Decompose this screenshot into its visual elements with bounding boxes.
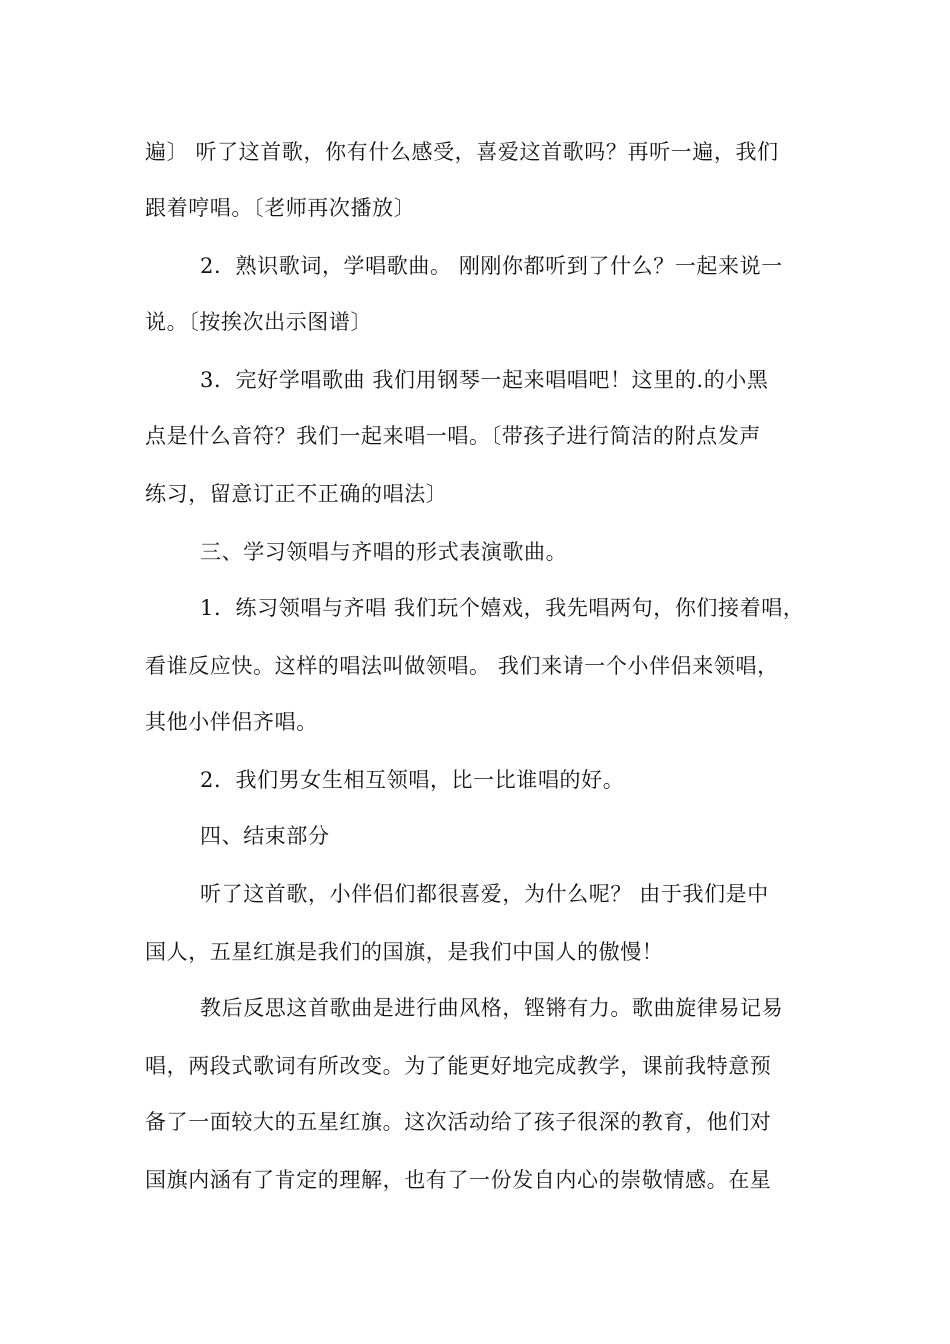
- text-line-16: 教后反思这首歌曲是进行曲风格，铿锵有力。歌曲旋律易记易: [200, 996, 784, 1020]
- text-line-15: 国人，五星红旗是我们的国旗，是我们中国人的傲慢！: [145, 940, 664, 964]
- text-line-14: 听了这首歌，小伴侣们都很喜爱，为什么呢？ 由于我们是中: [200, 882, 769, 906]
- text-line-12: 2．我们男女生相互领唱，比一比谁唱的好。: [200, 768, 625, 792]
- text-line-9: 1．练习领唱与齐唱 我们玩个嬉戏，我先唱两句，你们接着唱，: [200, 596, 805, 620]
- text-line-6: 点是什么音符？我们一起来唱一唱。〔带孩子进行简洁的附点发声: [145, 424, 761, 448]
- text-line-11: 其他小伴侣齐唱。: [145, 710, 318, 734]
- text-line-10: 看谁反应快。这样的唱法叫做领唱。 我们来请一个小伴侣来领唱，: [145, 654, 779, 678]
- text-line-2: 跟着哼唱。〔老师再次播放〕: [145, 196, 416, 220]
- text-line-7: 练习，留意订正不正确的唱法〕: [145, 482, 448, 506]
- text-line-13: 四、结束部分: [200, 824, 330, 848]
- text-line-19: 国旗内涵有了肯定的理解，也有了一份发自内心的崇敬情感。在星: [145, 1168, 772, 1192]
- text-line-17: 唱，两段式歌词有所改变。为了能更好地完成教学，课前我特意预: [145, 1054, 772, 1078]
- text-line-18: 备了一面较大的五星红旗。这次活动给了孩子很深的教育，他们对: [145, 1110, 772, 1134]
- text-line-8: 三、学习领唱与齐唱的形式表演歌曲。: [200, 540, 568, 564]
- text-line-1: 遍〕 听了这首歌，你有什么感受，喜爱这首歌吗？再听一遍，我们: [145, 140, 779, 164]
- text-line-3: 2．熟识歌词，学唱歌曲。 刚刚你都听到了什么？一起来说一: [200, 254, 783, 278]
- text-line-5: 3．完好学唱歌曲 我们用钢琴一起来唱唱吧！这里的.的小黑: [200, 368, 769, 392]
- text-line-4: 说。〔按挨次出示图谱〕: [145, 310, 373, 334]
